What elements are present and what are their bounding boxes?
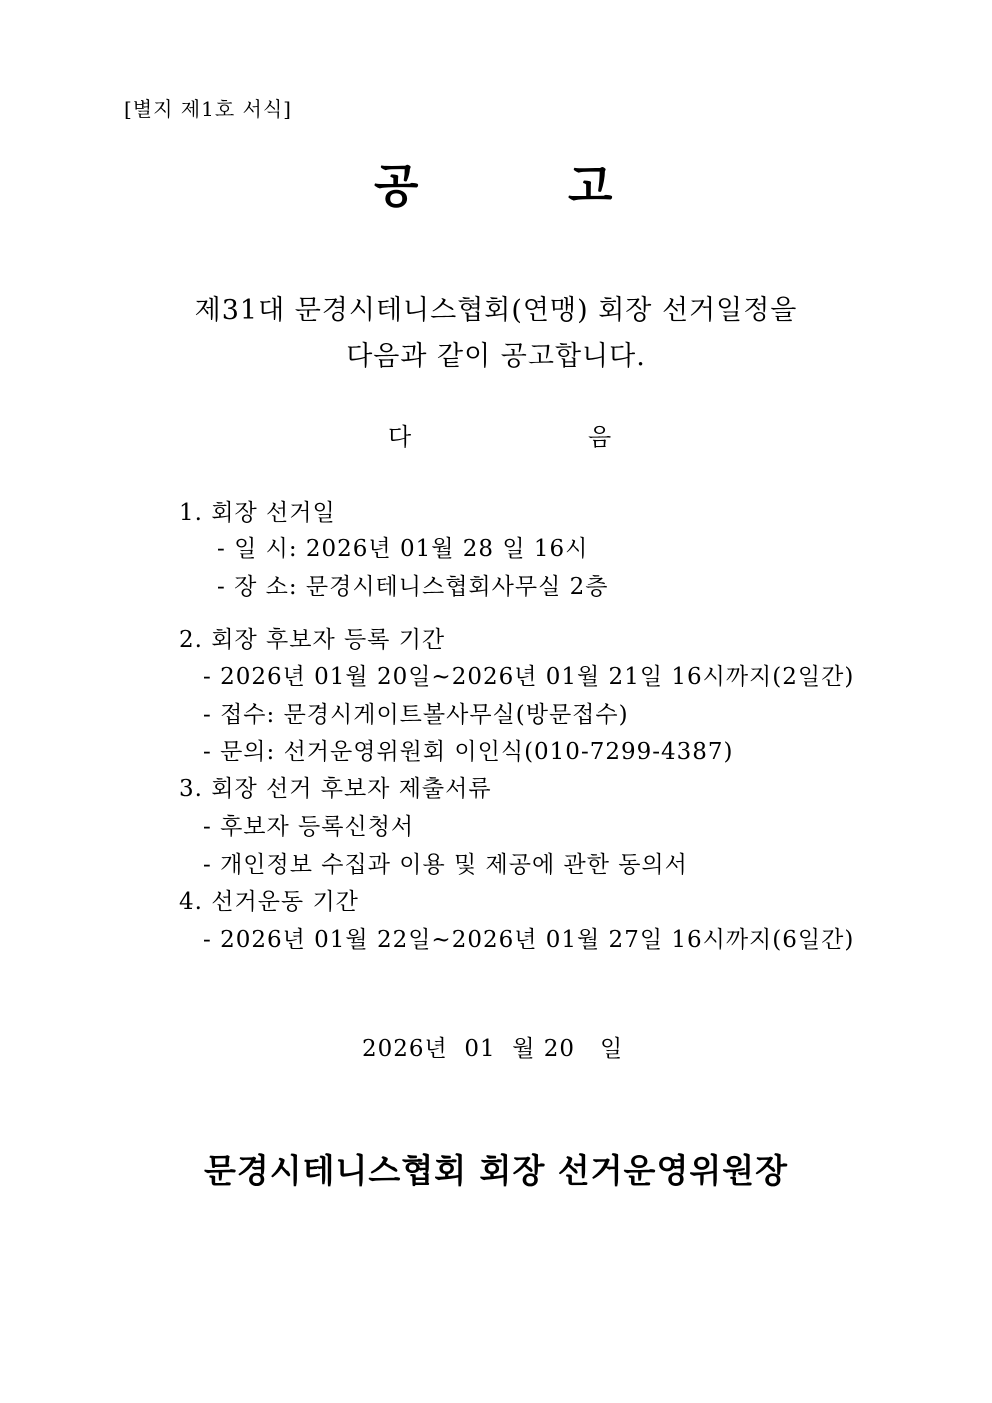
section-2-heading: 2. 회장 후보자 등록 기간	[179, 627, 446, 653]
section-1-item-1: - 일 시: 2026년 01월 28 일 16시	[217, 536, 589, 562]
section-4-item-1: - 2026년 01월 22일~2026년 01월 27일 16시까지(6일간)	[203, 927, 855, 953]
issuer-signature: 문경시테니스협회 회장 선거운영위원장	[204, 1151, 788, 1190]
intro-line-2: 다음과 같이 공고합니다.	[346, 341, 646, 372]
section-3-item-1: - 후보자 등록신청서	[203, 814, 415, 840]
section-2-item-1: - 2026년 01월 20일~2026년 01월 21일 16시까지(2일간)	[203, 664, 855, 690]
section-4-heading: 4. 선거운동 기간	[179, 889, 359, 915]
notice-title	[0, 150, 992, 213]
daeum-part2: 음	[588, 423, 612, 451]
notice-title-part2: 고	[568, 159, 613, 213]
section-3-item-2: - 개인정보 수집과 이용 및 제공에 관한 동의서	[203, 852, 688, 878]
section-2-item-2: - 접수: 문경시게이트볼사무실(방문접수)	[203, 702, 629, 728]
form-label: [별지 제1호 서식]	[124, 97, 292, 121]
intro-line-1: 제31대 문경시테니스협회(연맹) 회장 선거일정을	[194, 295, 798, 326]
daeum-heading	[0, 417, 992, 453]
section-1-item-2: - 장 소: 문경시테니스협회사무실 2층	[217, 574, 609, 600]
section-2-item-3: - 문의: 선거운영위원회 이인식(010-7299-4387)	[203, 739, 734, 765]
section-1-heading: 1. 회장 선거일	[179, 500, 336, 526]
section-3-heading: 3. 회장 선거 후보자 제출서류	[179, 776, 492, 802]
notice-date: 2026년 01 월 20 일	[362, 1036, 624, 1062]
daeum-part1: 다	[388, 423, 412, 451]
notice-title-part1: 공	[374, 159, 419, 213]
